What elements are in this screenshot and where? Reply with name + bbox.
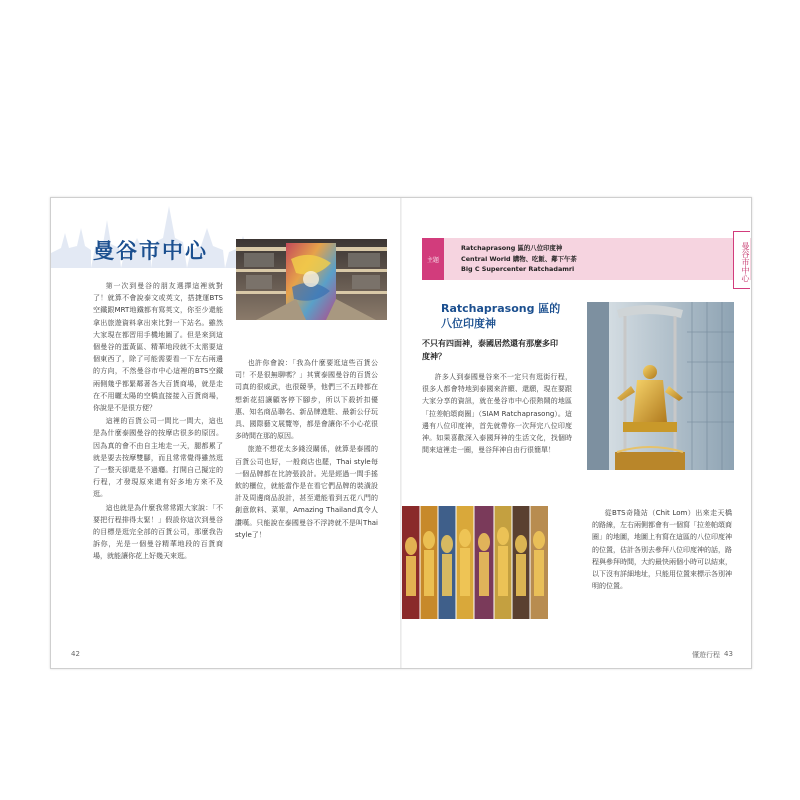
page-title: 曼谷市中心 bbox=[93, 239, 208, 263]
footer-label: 懂遊行程 bbox=[692, 651, 720, 659]
topic-item: Big C Supercenter Ratchadamri bbox=[461, 265, 575, 273]
paragraph: 旅遊不想花太多錢沒關係，就算是泰國的百貨公司也好，一般商店也罷，Thai style每一個品牌都在比誇張設計。光是經過一間手搖飲的櫃位，就能當作是在看它們品牌的裝潢設計及周邊商品設計，甚至還能看到五花八門的創意飲料、菜單，Amazing Thailand真令人讚嘆。只能說在泰國曼谷不浮誇就不是叫Thai style了！ bbox=[235, 445, 378, 539]
paragraph: 這也就是為什麼我常常跟大家說：「不要把行程排得太緊！」假設你這次到曼谷的目標是逛完全部的百貨公司，那麼我告訴你，光是一個曼谷精華地段的百貨商場，就能讓你花上好幾天來逛。 bbox=[93, 503, 223, 561]
paragraph: 從BTS奇隆站（Chit Lom）出來走天橋的路線，左右兩側都會有一個寫「拉差帕頌商圈」的地圖，地圖上有寫在這區的八位印度神的位置，估計各別去參拜八位印度神的話，路程與參拜時間，大約最快兩個小時可以結束，以下沒有詳細地址，只能用位置來標示各別神明的位置。 bbox=[592, 509, 732, 591]
paragraph: 許多人到泰國曼谷來不一定只有逛街行程，很多人都會特地到泰國來許願、還願，現在要跟大家分享的資訊，就在曼谷市中心很熱鬧的地區「拉差帕頌商圈」（SIAM Ratchaprasong）。這邊有八位印度神，首先就帶你一次拜完八位印度神。如果喜歡深入泰國拜神的生活文化，找個時間來這裡走一圈，曼谷拜神自由行很簡單！ bbox=[422, 373, 572, 455]
book-spread bbox=[50, 197, 752, 669]
right-column-1 bbox=[422, 371, 572, 457]
right-column-2 bbox=[592, 507, 732, 593]
mall-atrium-photo bbox=[236, 239, 387, 320]
paragraph: 也許你會說：「我為什麼要逛這些百貨公司！不是很無聊嗎？」其實泰國曼谷的百貨公司真的很威武，也很競爭，他們三不五時都在想新花招讓顧客停下腳步，所以下殺折扣優惠、知名商品聯名、新品牌進駐、最新公仔玩具、國際藝文展覽等，都是會讓你不小心花很多時間在那的原因。 bbox=[235, 359, 378, 441]
topic-item: Central World 購物、吃飯、鄰下午茶 bbox=[461, 254, 577, 263]
section-title-line: 八位印度神 bbox=[441, 317, 496, 330]
left-column-2 bbox=[235, 357, 378, 542]
deities-collage bbox=[402, 506, 548, 619]
chapter-tab: 曼谷市中心 bbox=[733, 231, 750, 289]
eight-deities-photo-strip bbox=[402, 506, 548, 619]
page-number-right: 43 bbox=[724, 650, 733, 658]
mall-atrium-illustration bbox=[236, 239, 387, 320]
left-column-1 bbox=[93, 280, 223, 564]
page-number-left: 42 bbox=[71, 650, 80, 658]
section-title bbox=[441, 301, 560, 331]
shrine-illustration bbox=[587, 302, 734, 470]
shrine-photo bbox=[587, 302, 734, 470]
topic-item: Ratchaprasong 區的八位印度神 bbox=[461, 244, 563, 252]
topic-tag: 主題 bbox=[422, 238, 444, 280]
section-title-line: Ratchaprasong 區的 bbox=[441, 302, 561, 315]
section-subtitle: 不只有四面神，泰國居然還有那麼多印度神？ bbox=[422, 338, 558, 361]
paragraph: 這裡的百貨公司一間比一間大，這也是為什麼泰國曼谷的按摩店很多的原因。因為真的會不由自主地走一天，腿都累了就是要去按摩雙腳，而且常常覺得雖然逛了一整天卻還是不過癮。打開自己擬定的行程，才發現原來還有好多地方來不及逛。 bbox=[93, 417, 223, 499]
topic-list bbox=[461, 243, 577, 275]
paragraph: 第一次到曼谷的朋友選擇這裡就對了！就算不會說泰文或英文，搭捷運BTS空鐵跟MRT地鐵都有寫英文，你至少還能拿出旅遊資料拿出來比對一下站名。雖然大家現在都習用手機地圖了。但是來到這個曼谷的蛋黃區、精華地段就不太需要這個東西了，除了可能需要看一下左右兩邊的方向，不然曼谷市中心這裡的BTS空鐵兩側幾乎都緊鄰著各大百貨商場，就是走在不用曬太陽的空橋直接接入百貨商場，你說是不是很方便？ bbox=[93, 282, 223, 413]
